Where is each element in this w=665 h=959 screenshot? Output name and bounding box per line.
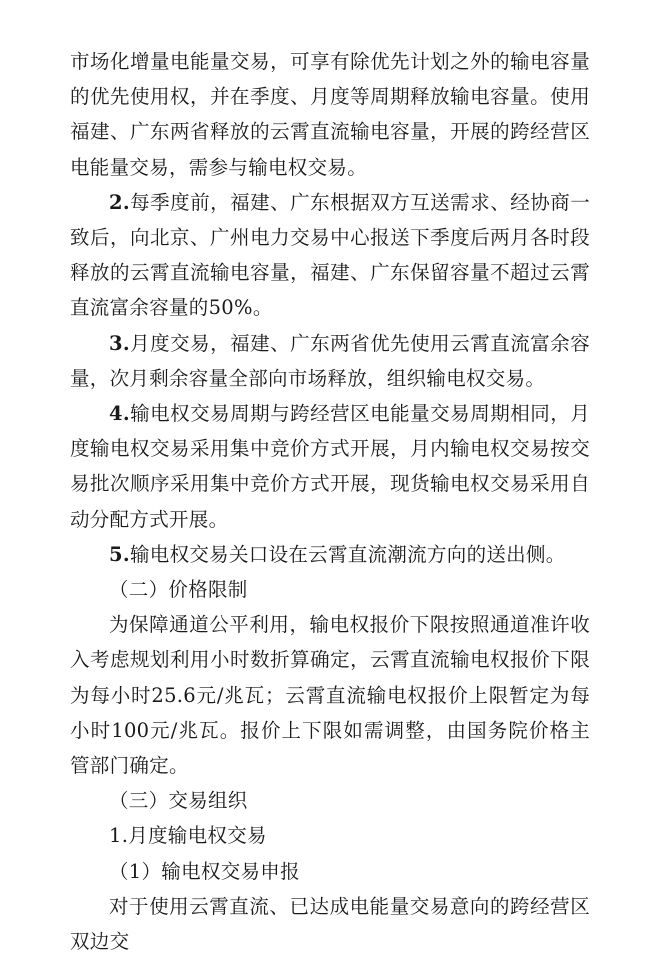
paragraph-last: 对于使用云霄直流、已达成电能量交易意向的跨经营区双边交 [70, 894, 590, 954]
item-text: 月度交易，福建、广东两省优先使用云霄直流富余容量，次月剩余容量全部向市场释放，组织输电权交易。 [70, 331, 590, 390]
item-number: 2. [109, 190, 130, 214]
document-page [70, 44, 590, 959]
section-heading-price-limit: （二）价格限制 [109, 578, 248, 602]
paragraph-item-2 [70, 185, 590, 326]
item-number: 4. [109, 402, 130, 426]
item-text: 每季度前，福建、广东根据双方互送需求、经协商一致后，向北京、广州电力交易中心报送下季度后两月各时段释放的云霄直流输电容量，福建、广东保留容量不超过云霄直流富余容量的50%。 [70, 190, 590, 320]
section-heading-trade-organization: （三）交易组织 [109, 789, 248, 813]
item-number: 5. [109, 542, 130, 566]
item-text: 输电权交易关口设在云霄直流潮流方向的送出侧。 [129, 542, 566, 566]
paragraph-continued: 市场化增量电能量交易，可享有除优先计划之外的输电容量的优先使用权，并在季度、月度等周期释放输电容量。使用福建、广东两省释放的云霄直流输电容量，开展的跨经营区电能量交易，需参与输电权交易。 [70, 50, 590, 179]
subheading-monthly-trade: 1.月度输电权交易 [109, 824, 267, 848]
item-number: 3. [109, 331, 130, 355]
paragraph-item-3 [70, 326, 590, 396]
paragraph-price-limit: 为保障通道公平利用，输电权报价下限按照通道准许收入考虑规划利用小时数折算确定，云霄直流输电权报价下限为每小时25.6元/兆瓦；云霄直流输电权报价上限暂定为每小时100元/兆瓦。报价上下限如需调整，由国务院价格主管部门确定。 [70, 613, 590, 778]
subheading-declaration: （1）输电权交易申报 [109, 859, 300, 883]
paragraph-item-5 [70, 537, 590, 572]
paragraph-item-4 [70, 396, 590, 537]
item-text: 输电权交易周期与跨经营区电能量交易周期相同，月度输电权交易采用集中竞价方式开展，月内输电权交易按交易批次顺序采用集中竞价方式开展，现货输电权交易采用自动分配方式开展。 [70, 402, 590, 531]
